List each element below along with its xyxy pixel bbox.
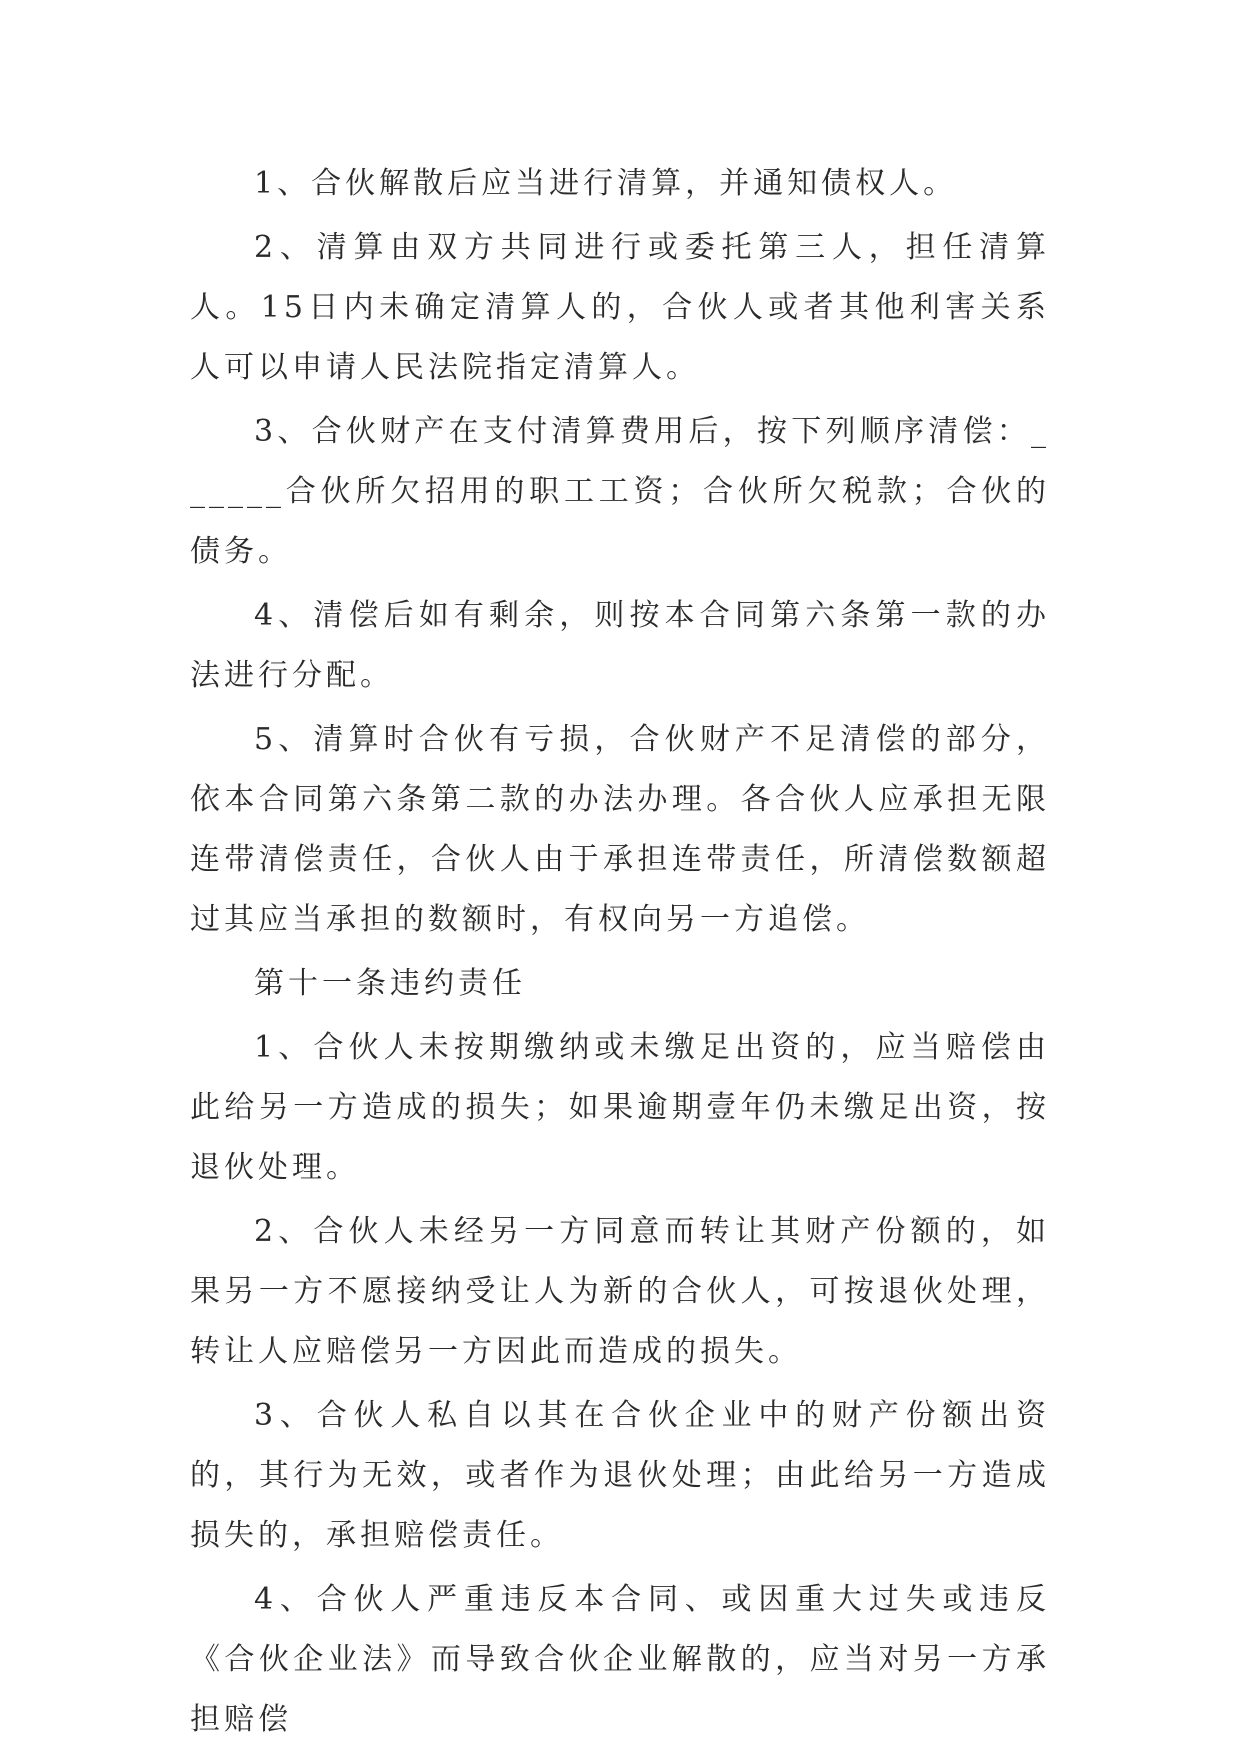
paragraph-liquidation-5: 5、清算时合伙有亏损，合伙财产不足清偿的部分，依本合同第六条第二款的办法办理。各合伙人应承担无限连带清偿责任，合伙人由于承担连带责任，所清偿数额超过其应当承担的数额时，有权向另一方追偿。	[190, 722, 1050, 937]
section-heading-article-11: 第十一条违约责任	[254, 966, 526, 1001]
paragraph-liquidation-3: 3、合伙财产在支付清算费用后，按下列顺序清偿：______合伙所欠招用的职工工资；合伙所欠税款；合伙的债务。	[190, 414, 1050, 569]
paragraph-breach-1: 1、合伙人未按期缴纳或未缴足出资的，应当赔偿由此给另一方造成的损失；如果逾期壹年仍未缴足出资，按退伙处理。	[190, 1030, 1050, 1185]
paragraph-breach-3: 3、合伙人私自以其在合伙企业中的财产份额出资的，其行为无效，或者作为退伙处理；由此给另一方造成损失的，承担赔偿责任。	[190, 1398, 1050, 1553]
document-body	[190, 154, 1050, 1754]
paragraph-breach-2: 2、合伙人未经另一方同意而转让其财产份额的，如果另一方不愿接纳受让人为新的合伙人，可按退伙处理，转让人应赔偿另一方因此而造成的损失。	[190, 1214, 1050, 1369]
paragraph-liquidation-1: 1、合伙解散后应当进行清算，并通知债权人。	[254, 166, 958, 201]
paragraph-liquidation-2: 2、清算由双方共同进行或委托第三人，担任清算人。15日内未确定清算人的，合伙人或者其他利害关系人可以申请人民法院指定清算人。	[190, 230, 1050, 385]
paragraph-liquidation-4: 4、清偿后如有剩余，则按本合同第六条第一款的办法进行分配。	[190, 598, 1050, 693]
paragraph-breach-4: 4、合伙人严重违反本合同、或因重大过失或违反《合伙企业法》而导致合伙企业解散的，应当对另一方承担赔偿	[190, 1582, 1050, 1737]
